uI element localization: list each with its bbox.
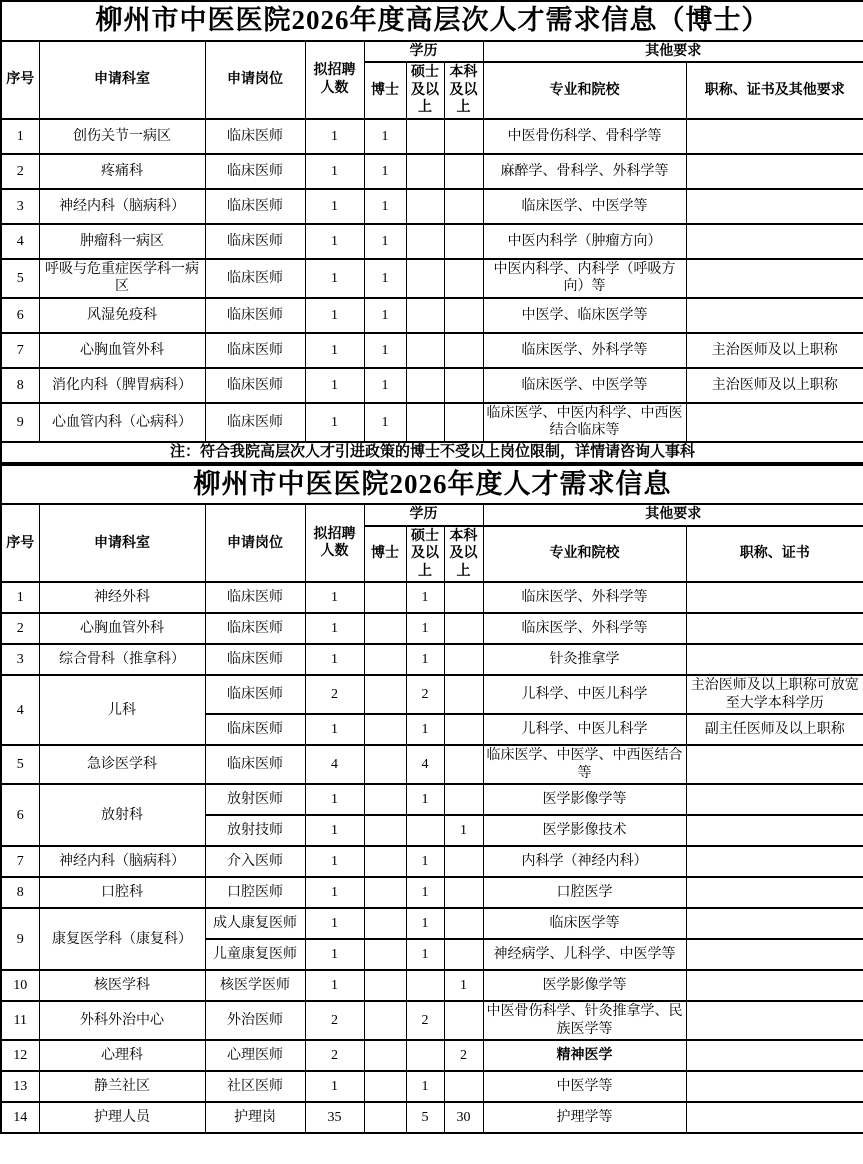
cell-title-cert: 主治医师及以上职称可放宽至大学本科学历 bbox=[686, 675, 863, 714]
cell-major: 临床医学、外科学等 bbox=[483, 613, 686, 644]
cell-bachelor bbox=[444, 745, 483, 784]
column-group-education: 学历 bbox=[364, 504, 483, 526]
cell-seq: 7 bbox=[1, 333, 39, 368]
cell-department: 消化内科（脾胃病科） bbox=[39, 368, 205, 403]
cell-seq: 6 bbox=[1, 784, 39, 846]
table-row bbox=[1, 119, 863, 154]
cell-major: 临床医学、中医学等 bbox=[483, 368, 686, 403]
cell-doctor bbox=[364, 1040, 406, 1071]
cell-bachelor bbox=[444, 1001, 483, 1040]
phd-table-body bbox=[1, 119, 863, 442]
table-row bbox=[1, 784, 863, 815]
cell-count: 1 bbox=[305, 333, 364, 368]
cell-post: 临床医师 bbox=[205, 224, 305, 259]
phd-recruitment-table bbox=[0, 0, 863, 464]
cell-doctor: 1 bbox=[364, 189, 406, 224]
cell-bachelor: 30 bbox=[444, 1102, 483, 1133]
cell-major: 中医骨伤科学、骨科学等 bbox=[483, 119, 686, 154]
cell-count: 1 bbox=[305, 224, 364, 259]
cell-doctor bbox=[364, 613, 406, 644]
cell-master: 1 bbox=[406, 784, 444, 815]
cell-major: 神经病学、儿科学、中医学等 bbox=[483, 939, 686, 970]
cell-doctor bbox=[364, 970, 406, 1001]
cell-doctor bbox=[364, 1071, 406, 1102]
table-title-row bbox=[1, 465, 863, 505]
cell-bachelor bbox=[444, 154, 483, 189]
cell-seq: 4 bbox=[1, 675, 39, 745]
cell-bachelor: 2 bbox=[444, 1040, 483, 1071]
cell-count: 1 bbox=[305, 815, 364, 846]
page-title: 柳州市中医医院2026年度高层次人才需求信息（博士） bbox=[1, 1, 863, 41]
cell-bachelor bbox=[444, 333, 483, 368]
cell-title-cert bbox=[686, 582, 863, 613]
cell-department: 肿瘤科一病区 bbox=[39, 224, 205, 259]
cell-bachelor bbox=[444, 613, 483, 644]
cell-major: 针灸推拿学 bbox=[483, 644, 686, 675]
cell-doctor: 1 bbox=[364, 154, 406, 189]
column-group-other-requirements: 其他要求 bbox=[483, 41, 863, 63]
cell-count: 1 bbox=[305, 784, 364, 815]
cell-master: 1 bbox=[406, 582, 444, 613]
cell-master bbox=[406, 298, 444, 333]
cell-count: 2 bbox=[305, 1040, 364, 1071]
footnote: 注：符合我院高层次人才引进政策的博士不受以上岗位限制，详情请咨询人事科 bbox=[1, 442, 863, 463]
cell-title-cert bbox=[686, 154, 863, 189]
cell-count: 1 bbox=[305, 846, 364, 877]
cell-department: 急诊医学科 bbox=[39, 745, 205, 784]
cell-doctor bbox=[364, 714, 406, 745]
cell-master bbox=[406, 224, 444, 259]
cell-department: 口腔科 bbox=[39, 877, 205, 908]
cell-post: 口腔医师 bbox=[205, 877, 305, 908]
cell-major: 精神医学 bbox=[483, 1040, 686, 1071]
cell-bachelor bbox=[444, 298, 483, 333]
cell-seq: 4 bbox=[1, 224, 39, 259]
cell-title-cert bbox=[686, 644, 863, 675]
cell-major: 内科学（神经内科） bbox=[483, 846, 686, 877]
cell-doctor bbox=[364, 582, 406, 613]
cell-count: 1 bbox=[305, 119, 364, 154]
cell-post: 放射技师 bbox=[205, 815, 305, 846]
column-header-doctor: 博士 bbox=[364, 62, 406, 119]
cell-count: 1 bbox=[305, 613, 364, 644]
cell-master bbox=[406, 154, 444, 189]
cell-major: 儿科学、中医儿科学 bbox=[483, 675, 686, 714]
column-group-education: 学历 bbox=[364, 41, 483, 63]
cell-master bbox=[406, 119, 444, 154]
cell-master: 1 bbox=[406, 908, 444, 939]
cell-doctor bbox=[364, 675, 406, 714]
cell-post: 临床医师 bbox=[205, 745, 305, 784]
cell-post: 临床医师 bbox=[205, 644, 305, 675]
cell-master bbox=[406, 1040, 444, 1071]
cell-doctor: 1 bbox=[364, 298, 406, 333]
cell-master: 5 bbox=[406, 1102, 444, 1133]
cell-seq: 2 bbox=[1, 154, 39, 189]
cell-doctor bbox=[364, 877, 406, 908]
cell-master bbox=[406, 970, 444, 1001]
cell-doctor bbox=[364, 908, 406, 939]
table-row bbox=[1, 745, 863, 784]
cell-seq: 7 bbox=[1, 846, 39, 877]
table-row bbox=[1, 154, 863, 189]
cell-title-cert bbox=[686, 189, 863, 224]
cell-title-cert: 主治医师及以上职称 bbox=[686, 333, 863, 368]
cell-doctor bbox=[364, 1102, 406, 1133]
header-row-top bbox=[1, 41, 863, 63]
cell-doctor bbox=[364, 1001, 406, 1040]
cell-major: 临床医学、外科学等 bbox=[483, 333, 686, 368]
cell-count: 1 bbox=[305, 877, 364, 908]
cell-post: 临床医师 bbox=[205, 613, 305, 644]
cell-major: 儿科学、中医儿科学 bbox=[483, 714, 686, 745]
cell-master bbox=[406, 189, 444, 224]
column-header-count: 拟招聘人数 bbox=[305, 504, 364, 582]
cell-department: 创伤关节一病区 bbox=[39, 119, 205, 154]
cell-doctor: 1 bbox=[364, 119, 406, 154]
cell-major: 医学影像学等 bbox=[483, 784, 686, 815]
cell-title-cert bbox=[686, 1040, 863, 1071]
table-row bbox=[1, 333, 863, 368]
cell-seq: 5 bbox=[1, 259, 39, 298]
cell-title-cert bbox=[686, 224, 863, 259]
cell-seq: 9 bbox=[1, 908, 39, 970]
cell-doctor: 1 bbox=[364, 333, 406, 368]
cell-post: 外治医师 bbox=[205, 1001, 305, 1040]
cell-seq: 2 bbox=[1, 613, 39, 644]
table-row bbox=[1, 298, 863, 333]
cell-department: 核医学科 bbox=[39, 970, 205, 1001]
cell-department: 综合骨科（推拿科） bbox=[39, 644, 205, 675]
note-row bbox=[1, 442, 863, 463]
cell-count: 35 bbox=[305, 1102, 364, 1133]
cell-master bbox=[406, 259, 444, 298]
cell-title-cert bbox=[686, 745, 863, 784]
cell-major: 中医学等 bbox=[483, 1071, 686, 1102]
column-header-title-cert: 职称、证书及其他要求 bbox=[686, 62, 863, 119]
cell-major: 临床医学等 bbox=[483, 908, 686, 939]
cell-post: 放射医师 bbox=[205, 784, 305, 815]
cell-master: 1 bbox=[406, 939, 444, 970]
cell-post: 介入医师 bbox=[205, 846, 305, 877]
cell-department: 心胸血管外科 bbox=[39, 333, 205, 368]
cell-major: 临床医学、外科学等 bbox=[483, 582, 686, 613]
cell-post: 临床医师 bbox=[205, 259, 305, 298]
cell-count: 1 bbox=[305, 368, 364, 403]
cell-master: 2 bbox=[406, 675, 444, 714]
cell-title-cert bbox=[686, 119, 863, 154]
cell-seq: 14 bbox=[1, 1102, 39, 1133]
cell-seq: 8 bbox=[1, 368, 39, 403]
cell-seq: 3 bbox=[1, 644, 39, 675]
cell-bachelor bbox=[444, 224, 483, 259]
column-header-major: 专业和院校 bbox=[483, 62, 686, 119]
table-title-row bbox=[1, 1, 863, 41]
cell-seq: 11 bbox=[1, 1001, 39, 1040]
table-row bbox=[1, 1040, 863, 1071]
cell-count: 1 bbox=[305, 403, 364, 442]
cell-post: 护理岗 bbox=[205, 1102, 305, 1133]
cell-doctor bbox=[364, 939, 406, 970]
cell-post: 临床医师 bbox=[205, 333, 305, 368]
cell-doctor bbox=[364, 644, 406, 675]
cell-doctor: 1 bbox=[364, 259, 406, 298]
cell-title-cert bbox=[686, 259, 863, 298]
cell-title-cert bbox=[686, 784, 863, 815]
cell-bachelor bbox=[444, 908, 483, 939]
cell-major: 麻醉学、骨科学、外科学等 bbox=[483, 154, 686, 189]
cell-title-cert: 主治医师及以上职称 bbox=[686, 368, 863, 403]
cell-bachelor: 1 bbox=[444, 970, 483, 1001]
column-header-master: 硕士及以上 bbox=[406, 526, 444, 583]
cell-seq: 5 bbox=[1, 745, 39, 784]
cell-seq: 3 bbox=[1, 189, 39, 224]
table-row bbox=[1, 189, 863, 224]
cell-count: 1 bbox=[305, 970, 364, 1001]
cell-master: 2 bbox=[406, 1001, 444, 1040]
cell-department: 放射科 bbox=[39, 784, 205, 846]
cell-department: 呼吸与危重症医学科一病区 bbox=[39, 259, 205, 298]
header-row-top bbox=[1, 504, 863, 526]
cell-master bbox=[406, 368, 444, 403]
cell-doctor bbox=[364, 815, 406, 846]
table-row bbox=[1, 675, 863, 714]
cell-bachelor: 1 bbox=[444, 815, 483, 846]
cell-post: 临床医师 bbox=[205, 368, 305, 403]
cell-bachelor bbox=[444, 939, 483, 970]
cell-department: 静兰社区 bbox=[39, 1071, 205, 1102]
cell-bachelor bbox=[444, 403, 483, 442]
cell-doctor: 1 bbox=[364, 368, 406, 403]
cell-title-cert bbox=[686, 613, 863, 644]
cell-count: 1 bbox=[305, 644, 364, 675]
cell-major: 临床医学、中医学等 bbox=[483, 189, 686, 224]
table-row bbox=[1, 846, 863, 877]
cell-post: 临床医师 bbox=[205, 675, 305, 714]
cell-post: 临床医师 bbox=[205, 714, 305, 745]
table-row bbox=[1, 1001, 863, 1040]
cell-title-cert bbox=[686, 1001, 863, 1040]
cell-title-cert bbox=[686, 815, 863, 846]
cell-department: 外科外治中心 bbox=[39, 1001, 205, 1040]
cell-seq: 8 bbox=[1, 877, 39, 908]
cell-master: 1 bbox=[406, 1071, 444, 1102]
cell-department: 心理科 bbox=[39, 1040, 205, 1071]
cell-major: 口腔医学 bbox=[483, 877, 686, 908]
cell-count: 1 bbox=[305, 908, 364, 939]
cell-department: 护理人员 bbox=[39, 1102, 205, 1133]
cell-count: 1 bbox=[305, 154, 364, 189]
table-row bbox=[1, 644, 863, 675]
table-row bbox=[1, 877, 863, 908]
column-header-seq: 序号 bbox=[1, 504, 39, 582]
cell-department: 心胸血管外科 bbox=[39, 613, 205, 644]
cell-title-cert bbox=[686, 298, 863, 333]
cell-seq: 9 bbox=[1, 403, 39, 442]
table-row bbox=[1, 582, 863, 613]
cell-major: 医学影像学等 bbox=[483, 970, 686, 1001]
cell-title-cert bbox=[686, 846, 863, 877]
cell-title-cert bbox=[686, 1071, 863, 1102]
cell-count: 2 bbox=[305, 1001, 364, 1040]
cell-master: 1 bbox=[406, 877, 444, 908]
column-header-count: 拟招聘人数 bbox=[305, 41, 364, 119]
cell-count: 1 bbox=[305, 582, 364, 613]
cell-bachelor bbox=[444, 189, 483, 224]
cell-major: 临床医学、中医学、中西医结合等 bbox=[483, 745, 686, 784]
cell-seq: 12 bbox=[1, 1040, 39, 1071]
cell-post: 儿童康复医师 bbox=[205, 939, 305, 970]
cell-master: 1 bbox=[406, 714, 444, 745]
cell-major: 中医学、临床医学等 bbox=[483, 298, 686, 333]
page-title-2: 柳州市中医医院2026年度人才需求信息 bbox=[1, 465, 863, 505]
cell-bachelor bbox=[444, 259, 483, 298]
cell-department: 神经内科（脑病科） bbox=[39, 189, 205, 224]
cell-master bbox=[406, 333, 444, 368]
cell-post: 临床医师 bbox=[205, 582, 305, 613]
cell-title-cert bbox=[686, 877, 863, 908]
cell-doctor bbox=[364, 745, 406, 784]
cell-department: 心血管内科（心病科） bbox=[39, 403, 205, 442]
cell-master bbox=[406, 815, 444, 846]
cell-doctor: 1 bbox=[364, 224, 406, 259]
column-group-other-requirements: 其他要求 bbox=[483, 504, 863, 526]
cell-bachelor bbox=[444, 675, 483, 714]
column-header-major: 专业和院校 bbox=[483, 526, 686, 583]
cell-post: 社区医师 bbox=[205, 1071, 305, 1102]
cell-title-cert: 副主任医师及以上职称 bbox=[686, 714, 863, 745]
table-row bbox=[1, 368, 863, 403]
cell-post: 临床医师 bbox=[205, 298, 305, 333]
cell-count: 1 bbox=[305, 1071, 364, 1102]
column-header-master: 硕士及以上 bbox=[406, 62, 444, 119]
table-row bbox=[1, 908, 863, 939]
cell-major: 医学影像技术 bbox=[483, 815, 686, 846]
cell-master: 1 bbox=[406, 613, 444, 644]
column-header-bachelor: 本科及以上 bbox=[444, 526, 483, 583]
cell-bachelor bbox=[444, 877, 483, 908]
cell-master: 4 bbox=[406, 745, 444, 784]
cell-count: 1 bbox=[305, 259, 364, 298]
cell-bachelor bbox=[444, 784, 483, 815]
column-header-bachelor: 本科及以上 bbox=[444, 62, 483, 119]
cell-department: 儿科 bbox=[39, 675, 205, 745]
table-row bbox=[1, 259, 863, 298]
cell-seq: 10 bbox=[1, 970, 39, 1001]
cell-count: 1 bbox=[305, 298, 364, 333]
cell-post: 心理医师 bbox=[205, 1040, 305, 1071]
cell-title-cert bbox=[686, 908, 863, 939]
column-header-post: 申请岗位 bbox=[205, 504, 305, 582]
cell-count: 1 bbox=[305, 714, 364, 745]
table-row bbox=[1, 613, 863, 644]
cell-major: 中医内科学（肿瘤方向） bbox=[483, 224, 686, 259]
table-row bbox=[1, 970, 863, 1001]
cell-doctor: 1 bbox=[364, 403, 406, 442]
column-header-department: 申请科室 bbox=[39, 41, 205, 119]
cell-count: 1 bbox=[305, 189, 364, 224]
cell-department: 疼痛科 bbox=[39, 154, 205, 189]
cell-seq: 1 bbox=[1, 582, 39, 613]
table-row bbox=[1, 224, 863, 259]
cell-post: 临床医师 bbox=[205, 403, 305, 442]
column-header-department: 申请科室 bbox=[39, 504, 205, 582]
cell-bachelor bbox=[444, 119, 483, 154]
cell-department: 神经内科（脑病科） bbox=[39, 846, 205, 877]
general-recruitment-table bbox=[0, 464, 863, 1135]
column-header-seq: 序号 bbox=[1, 41, 39, 119]
cell-post: 临床医师 bbox=[205, 154, 305, 189]
column-header-doctor: 博士 bbox=[364, 526, 406, 583]
column-header-title-cert: 职称、证书 bbox=[686, 526, 863, 583]
cell-major: 临床医学、中医内科学、中西医结合临床等 bbox=[483, 403, 686, 442]
cell-major: 护理学等 bbox=[483, 1102, 686, 1133]
table-row bbox=[1, 1102, 863, 1133]
cell-title-cert bbox=[686, 1102, 863, 1133]
cell-bachelor bbox=[444, 1071, 483, 1102]
cell-bachelor bbox=[444, 644, 483, 675]
cell-master: 1 bbox=[406, 846, 444, 877]
cell-title-cert bbox=[686, 403, 863, 442]
cell-count: 2 bbox=[305, 675, 364, 714]
cell-major: 中医骨伤科学、针灸推拿学、民族医学等 bbox=[483, 1001, 686, 1040]
cell-count: 4 bbox=[305, 745, 364, 784]
cell-department: 康复医学科（康复科） bbox=[39, 908, 205, 970]
cell-seq: 1 bbox=[1, 119, 39, 154]
table-row bbox=[1, 403, 863, 442]
cell-master: 1 bbox=[406, 644, 444, 675]
cell-title-cert bbox=[686, 939, 863, 970]
cell-post: 核医学医师 bbox=[205, 970, 305, 1001]
cell-bachelor bbox=[444, 714, 483, 745]
column-header-post: 申请岗位 bbox=[205, 41, 305, 119]
cell-post: 成人康复医师 bbox=[205, 908, 305, 939]
cell-doctor bbox=[364, 846, 406, 877]
cell-count: 1 bbox=[305, 939, 364, 970]
cell-seq: 13 bbox=[1, 1071, 39, 1102]
cell-post: 临床医师 bbox=[205, 189, 305, 224]
cell-seq: 6 bbox=[1, 298, 39, 333]
cell-department: 风湿免疫科 bbox=[39, 298, 205, 333]
cell-doctor bbox=[364, 784, 406, 815]
cell-department: 神经外科 bbox=[39, 582, 205, 613]
cell-bachelor bbox=[444, 846, 483, 877]
cell-master bbox=[406, 403, 444, 442]
cell-title-cert bbox=[686, 970, 863, 1001]
table-row bbox=[1, 1071, 863, 1102]
general-table-body bbox=[1, 582, 863, 1133]
cell-bachelor bbox=[444, 368, 483, 403]
cell-major: 中医内科学、内科学（呼吸方向）等 bbox=[483, 259, 686, 298]
cell-bachelor bbox=[444, 582, 483, 613]
cell-post: 临床医师 bbox=[205, 119, 305, 154]
